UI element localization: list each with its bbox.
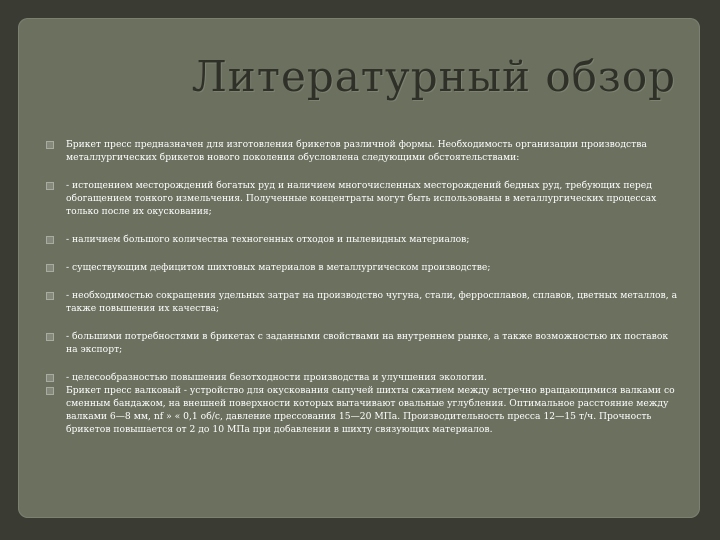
slide-title: Литературный обзор [191, 52, 676, 101]
list-item [66, 384, 678, 436]
list-item-text: - целесообразностью повышения безотходности производства и улучшения экологии. [66, 372, 487, 383]
bullet-icon [46, 374, 54, 382]
bullet-list [66, 138, 678, 451]
bullet-icon [46, 387, 54, 395]
list-item [66, 330, 678, 356]
list-item-text: Брикет пресс предназначен для изготовления брикетов различной формы. Необходимость организации производства металлургических брикетов нового поколения обусловлена следующими обстоятельствами: [66, 139, 647, 163]
list-item [66, 371, 678, 384]
list-item-text: - необходимостью сокращения удельных затрат на производство чугуна, стали, ферросплавов, сплавов, цветных металлов, а также повышения их качества; [66, 290, 678, 314]
list-item-text: - большими потребностями в брикетах с заданными свойствами на внутреннем рынке, а также возможностью их поставок на экспорт; [66, 331, 669, 355]
bullet-icon [46, 236, 54, 244]
bullet-icon [46, 141, 54, 149]
list-item-text: - наличием большого количества техногенных отходов и пылевидных материалов; [66, 234, 470, 245]
list-item [66, 138, 678, 164]
list-item [66, 233, 678, 246]
list-item [66, 261, 678, 274]
bullet-icon [46, 333, 54, 341]
list-item-text: Брикет пресс валковый - устройство для окускования сыпучей шихты сжатием между встречно вращающимися валками со сменным бандажом, на внешней поверхности которых вытачивают овальные углубления. Оптимальное расстояние между валками 6—8 мм, nf » « 0,1 об/с, давление прессования 15—20 МПа. Производительность пресса 12—15 т/ч. Прочность брикетов повышается от 2 до 10 МПа при добавлении в шихту связующих материалов. [66, 385, 675, 435]
list-item [66, 289, 678, 315]
bullet-icon [46, 292, 54, 300]
bullet-icon [46, 182, 54, 190]
list-item-text: - существующим дефицитом шихтовых материалов в металлургическом производстве; [66, 262, 491, 273]
list-item [66, 179, 678, 218]
bullet-icon [46, 264, 54, 272]
list-item-text: - истощением месторождений богатых руд и наличием многочисленных месторождений бедных руд, требующих перед обогащением тонкого измельчения. Полученные концентраты могут быть использованы в металлургических процессах только после их окускования; [66, 180, 657, 217]
